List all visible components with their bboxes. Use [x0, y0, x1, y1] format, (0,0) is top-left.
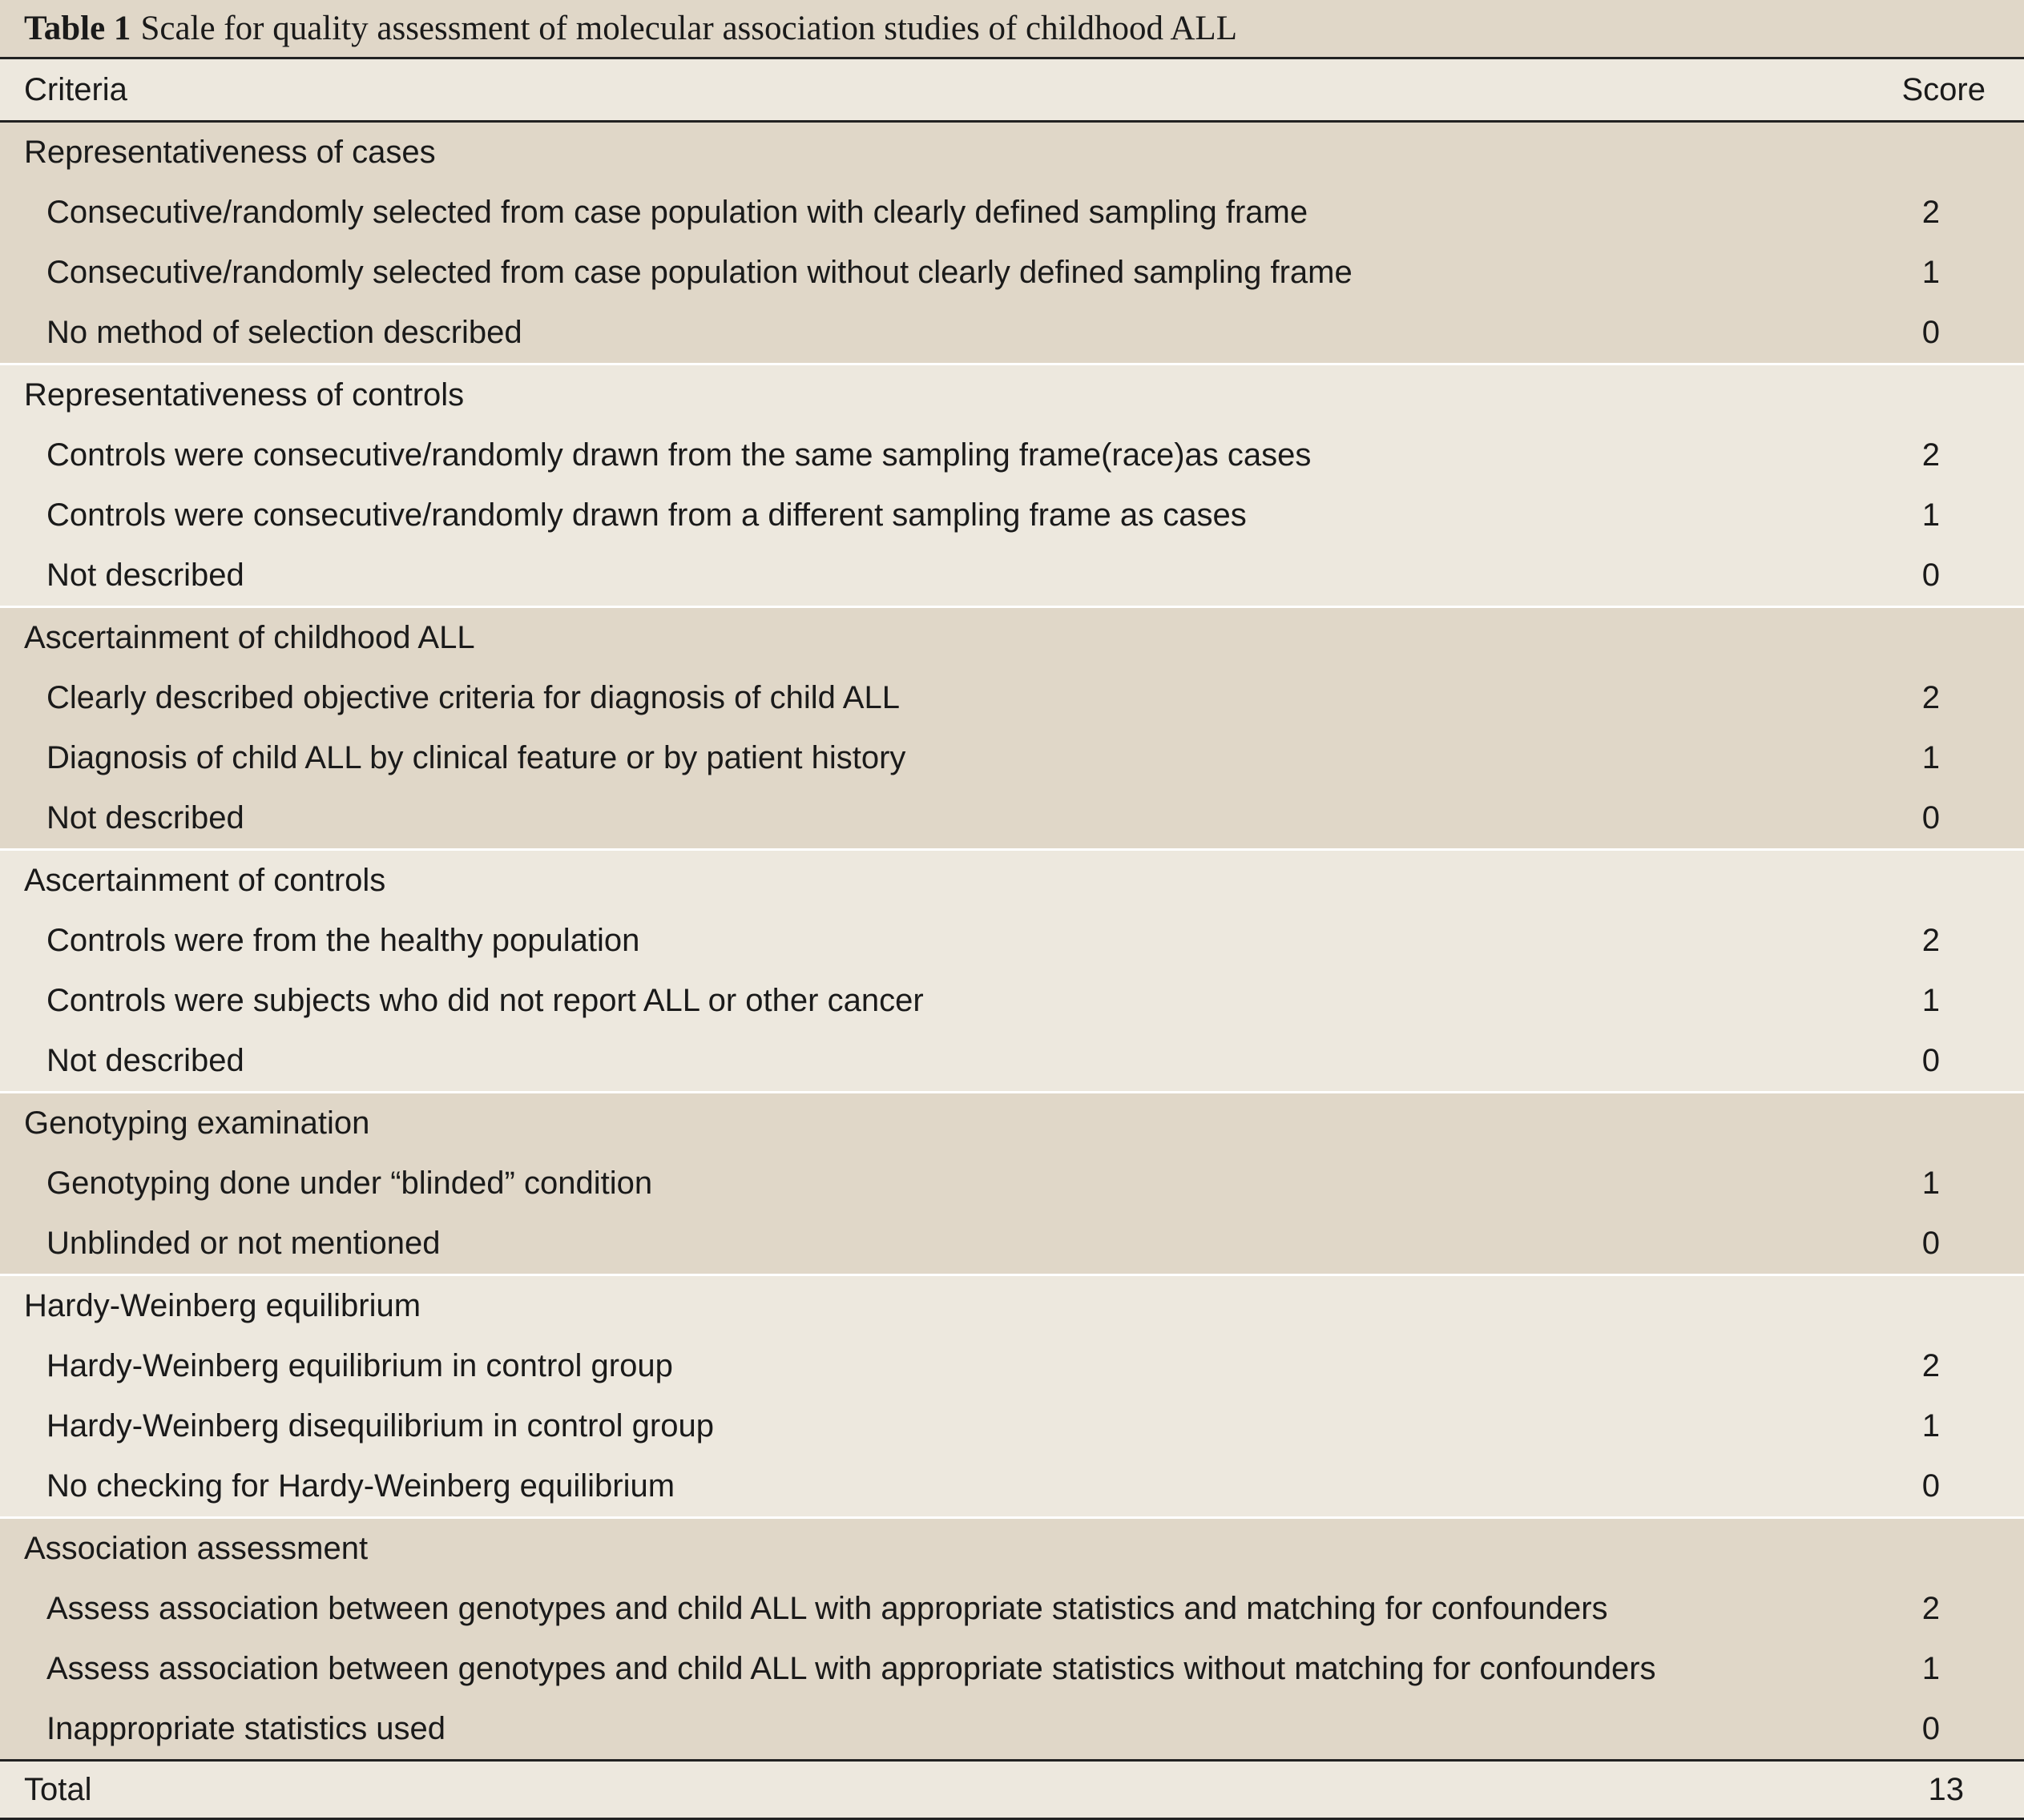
criterion-score: 2	[1921, 437, 1940, 473]
criterion-score: 2	[1921, 680, 1940, 715]
total-label: Total	[24, 1771, 92, 1807]
header-criteria: Criteria	[24, 71, 127, 107]
criterion-score: 0	[1921, 1226, 1940, 1261]
criterion-score: 1	[1921, 497, 1940, 533]
criterion-score: 0	[1921, 1711, 1940, 1746]
total-score: 13	[1928, 1771, 1964, 1807]
criterion-text: Hardy-Weinberg equilibrium in control group	[46, 1348, 673, 1383]
section-title: Representativeness of cases	[24, 135, 436, 170]
criterion-text: Assess association between genotypes and child ALL with appropriate statistics without matching for confounders	[46, 1651, 1656, 1686]
criterion-score: 0	[1921, 558, 1940, 593]
criterion-score: 0	[1921, 1468, 1940, 1504]
criterion-text: Not described	[46, 1043, 244, 1078]
table-row	[0, 425, 2024, 485]
table-header-row	[0, 59, 2024, 123]
table-row	[0, 485, 2024, 546]
section-title: Genotyping examination	[24, 1105, 370, 1141]
table-row	[0, 1456, 2024, 1516]
table-body	[0, 123, 2024, 1762]
criteria-section	[0, 608, 2024, 851]
section-title-row	[0, 123, 2024, 183]
criteria-section	[0, 851, 2024, 1093]
criterion-text: Controls were from the healthy population	[46, 923, 640, 958]
criterion-score: 1	[1921, 1651, 1940, 1686]
table-row	[0, 1699, 2024, 1759]
criterion-text: Genotyping done under “blinded” condition	[46, 1166, 653, 1201]
criterion-text: No checking for Hardy-Weinberg equilibrium	[46, 1468, 675, 1504]
table-row	[0, 971, 2024, 1031]
table-row	[0, 546, 2024, 606]
criterion-text: Assess association between genotypes and child ALL with appropriate statistics and matching for confounders	[46, 1591, 1608, 1626]
section-title: Ascertainment of childhood ALL	[24, 620, 475, 655]
criteria-section	[0, 123, 2024, 365]
section-title: Ascertainment of controls	[24, 863, 386, 898]
table-row	[0, 1639, 2024, 1699]
table-row	[0, 1214, 2024, 1274]
table-row	[0, 243, 2024, 303]
criterion-score: 1	[1921, 1166, 1940, 1201]
table-row	[0, 183, 2024, 243]
criterion-text: Not described	[46, 558, 244, 593]
criterion-score: 2	[1921, 195, 1940, 230]
section-title-row	[0, 1276, 2024, 1336]
table-row	[0, 1031, 2024, 1091]
criterion-text: Clearly described objective criteria for diagnosis of child ALL	[46, 680, 900, 715]
section-title-row	[0, 608, 2024, 668]
criterion-score: 0	[1921, 800, 1940, 836]
table-caption-label: Table 1	[24, 10, 131, 47]
table-row	[0, 1154, 2024, 1214]
criterion-text: Not described	[46, 800, 244, 836]
criterion-score: 2	[1921, 1591, 1940, 1626]
section-title: Hardy-Weinberg equilibrium	[24, 1288, 421, 1323]
criterion-text: Unblinded or not mentioned	[46, 1226, 441, 1261]
table-row	[0, 911, 2024, 971]
table-row	[0, 1336, 2024, 1396]
criterion-score: 2	[1921, 1348, 1940, 1383]
criteria-section	[0, 1519, 2024, 1762]
criterion-text: Inappropriate statistics used	[46, 1711, 446, 1746]
criterion-score: 0	[1921, 1043, 1940, 1078]
criterion-score: 2	[1921, 923, 1940, 958]
criterion-score: 1	[1921, 740, 1940, 775]
section-title-row	[0, 1519, 2024, 1579]
criterion-text: Controls were subjects who did not report ALL or other cancer	[46, 983, 924, 1018]
criterion-text: Diagnosis of child ALL by clinical feature or by patient history	[46, 740, 906, 775]
criterion-score: 1	[1921, 1408, 1940, 1444]
criteria-section	[0, 1093, 2024, 1276]
criterion-score: 1	[1921, 983, 1940, 1018]
section-title: Association assessment	[24, 1531, 369, 1566]
table-row	[0, 728, 2024, 788]
table-row	[0, 303, 2024, 363]
table-row	[0, 1579, 2024, 1639]
section-title-row	[0, 1093, 2024, 1154]
section-title-row	[0, 365, 2024, 425]
table-row	[0, 1396, 2024, 1456]
criterion-text: Controls were consecutive/randomly drawn from the same sampling frame(race)as cases	[46, 437, 1312, 473]
criterion-text: Consecutive/randomly selected from case population without clearly defined sampling frame	[46, 255, 1353, 290]
table-caption	[0, 0, 2024, 59]
total-row	[0, 1762, 2024, 1820]
table-row	[0, 788, 2024, 848]
criteria-section	[0, 365, 2024, 608]
criterion-text: No method of selection described	[46, 315, 522, 350]
table-caption-title: Scale for quality assessment of molecular association studies of childhood ALL	[140, 10, 1237, 47]
table-row	[0, 668, 2024, 728]
criterion-text: Consecutive/randomly selected from case population with clearly defined sampling frame	[46, 195, 1308, 230]
header-score: Score	[1901, 71, 1986, 107]
criteria-section	[0, 1276, 2024, 1519]
criterion-text: Hardy-Weinberg disequilibrium in control group	[46, 1408, 714, 1444]
criterion-score: 0	[1921, 315, 1940, 350]
criterion-score: 1	[1921, 255, 1940, 290]
section-title: Representativeness of controls	[24, 377, 465, 413]
criterion-text: Controls were consecutive/randomly drawn from a different sampling frame as cases	[46, 497, 1247, 533]
section-title-row	[0, 851, 2024, 911]
